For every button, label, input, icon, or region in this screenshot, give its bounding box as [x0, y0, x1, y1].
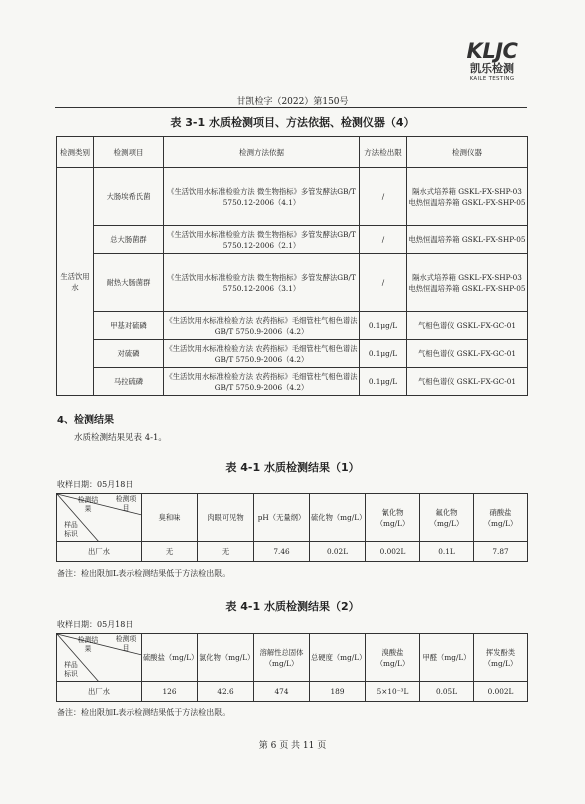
table-row — [57, 368, 528, 396]
value-cell: 0.05L — [420, 682, 474, 702]
instrument-cell: 气相色谱仪 GSKL-FX-GC-01 — [407, 312, 528, 340]
instrument-cell: 隔水式培养箱 GSKL-FX-SHP-03 电热恒温培养箱 GSKL-FX-SHP-05 — [407, 254, 528, 312]
header-limit: 方法检出限 — [360, 137, 407, 168]
header-cell: 氯化物（mg/L） — [198, 634, 254, 682]
value-cell: 474 — [254, 682, 310, 702]
sample-cell: 出厂水 — [57, 542, 142, 562]
instrument-cell: 气相色谱仪 GSKL-FX-GC-01 — [407, 340, 528, 368]
corner-result-label: 检测结果 — [77, 496, 99, 513]
value-cell: 无 — [198, 542, 254, 562]
method-cell: 《生活饮用水标准检验方法 微生物指标》多管发酵法GB/T 5750.12-2006（3.1） — [164, 254, 360, 312]
section-paragraph: 水质检测结果见表 4-1。 — [74, 433, 167, 443]
table-row — [57, 542, 528, 562]
limit-cell: / — [360, 168, 407, 226]
table3-title: 表 3-1 水质检测项目、方法依据、检测仪器（4） — [170, 116, 415, 129]
header-rule — [55, 107, 527, 108]
table-note: 备注：检出限加L表示检测结果低于方法检出限。 — [57, 708, 231, 717]
table-header-row — [57, 634, 528, 682]
results-table1-title: 表 4-1 水质检测结果（1） — [225, 461, 360, 474]
corner-item-label: 检测项目 — [115, 495, 137, 512]
header-cell: pH（无量纲） — [254, 494, 310, 542]
value-cell: 126 — [142, 682, 198, 702]
method-cell: 《生活饮用水标准检验方法 农药指标》毛细管柱气相色谱法GB/T 5750.9-2006（4.2） — [164, 340, 360, 368]
header-item: 检测项目 — [94, 137, 164, 168]
table-row — [57, 682, 528, 702]
header-cell: 氟化物（mg/L） — [420, 494, 474, 542]
value-cell: 7.87 — [474, 542, 528, 562]
limit-cell: / — [360, 226, 407, 254]
section-heading: 4、检测结果 — [57, 415, 114, 426]
value-cell: 0.1L — [420, 542, 474, 562]
corner-cell — [57, 634, 142, 682]
item-cell: 对硫磷 — [94, 340, 164, 368]
header-cell: 硝酸盐（mg/L） — [474, 494, 528, 542]
header-cell: 甲醛（mg/L） — [420, 634, 474, 682]
header-category: 检测类别 — [57, 137, 94, 168]
value-cell: 5×10⁻³L — [366, 682, 420, 702]
method-cell: 《生活饮用水标准检验方法 微生物指标》多管发酵法GB/T 5750.12-2006（4.1） — [164, 168, 360, 226]
instrument-cell: 隔水式培养箱 GSKL-FX-SHP-03 电热恒温培养箱 GSKL-FX-SHP-05 — [407, 168, 528, 226]
header-cell: 硫酸盐（mg/L） — [142, 634, 198, 682]
header-cell: 臭和味 — [142, 494, 198, 542]
header-cell: 溴酸盐（mg/L） — [366, 634, 420, 682]
item-cell: 总大肠菌群 — [94, 226, 164, 254]
value-cell: 无 — [142, 542, 198, 562]
header-method: 检测方法依据 — [164, 137, 360, 168]
document-number: 甘凯检字（2022）第150号 — [236, 97, 349, 107]
header-cell: 肉眼可见物 — [198, 494, 254, 542]
value-cell: 7.46 — [254, 542, 310, 562]
value-cell: 0.002L — [474, 682, 528, 702]
instrument-cell: 电热恒温培养箱 GSKL-FX-SHP-05 — [407, 226, 528, 254]
header-instrument: 检测仪器 — [407, 137, 528, 168]
table-row — [57, 312, 528, 340]
results-table-2 — [56, 633, 528, 702]
corner-sample-label: 样品标识 — [64, 521, 78, 538]
table-header-row — [57, 137, 528, 168]
corner-cell — [57, 494, 142, 542]
header-cell: 溶解性总固体（mg/L） — [254, 634, 310, 682]
table-row — [57, 168, 528, 226]
method-cell: 《生活饮用水标准检验方法 微生物指标》多管发酵法GB/T 5750.12-2006（2.1） — [164, 226, 360, 254]
receipt-date: 收样日期：05月18日 — [57, 620, 134, 629]
corner-item-label: 检测项目 — [115, 635, 137, 652]
item-cell: 马拉硫磷 — [94, 368, 164, 396]
instrument-cell: 气相色谱仪 GSKL-FX-GC-01 — [407, 368, 528, 396]
value-cell: 189 — [310, 682, 366, 702]
item-cell: 大肠埃希氏菌 — [94, 168, 164, 226]
value-cell: 42.6 — [198, 682, 254, 702]
limit-cell: 0.1μg/L — [360, 368, 407, 396]
results-table2-title: 表 4-1 水质检测结果（2） — [225, 600, 360, 613]
limit-cell: 0.1μg/L — [360, 340, 407, 368]
company-logo — [461, 40, 523, 83]
page-number: 第 6 页 共 11 页 — [258, 741, 327, 751]
results-table-1 — [56, 493, 528, 562]
header-cell: 总硬度（mg/L） — [310, 634, 366, 682]
value-cell: 0.002L — [366, 542, 420, 562]
table-note: 备注：检出限加L表示检测结果低于方法检出限。 — [57, 569, 231, 578]
methods-table — [56, 136, 528, 396]
table-row — [57, 254, 528, 312]
limit-cell: 0.1μg/L — [360, 312, 407, 340]
header-cell: 挥发酚类（mg/L） — [474, 634, 528, 682]
logo-chinese-name: 凯乐检测 — [470, 62, 514, 75]
header-cell: 硫化物（mg/L） — [310, 494, 366, 542]
header-cell: 氰化物（mg/L） — [366, 494, 420, 542]
logo-mark: KLJC — [466, 39, 518, 63]
table-header-row — [57, 494, 528, 542]
corner-sample-label: 样品标识 — [64, 661, 78, 678]
receipt-date: 收样日期：05月18日 — [57, 480, 134, 489]
method-cell: 《生活饮用水标准检验方法 农药指标》毛细管柱气相色谱法GB/T 5750.9-2006（4.2） — [164, 312, 360, 340]
value-cell: 0.02L — [310, 542, 366, 562]
limit-cell: / — [360, 254, 407, 312]
table-row — [57, 226, 528, 254]
category-cell: 生活饮用水 — [57, 168, 94, 396]
item-cell: 甲基对硫磷 — [94, 312, 164, 340]
item-cell: 耐热大肠菌群 — [94, 254, 164, 312]
method-cell: 《生活饮用水标准检验方法 农药指标》毛细管柱气相色谱法GB/T 5750.9-2006（4.2） — [164, 368, 360, 396]
sample-cell: 出厂水 — [57, 682, 142, 702]
logo-english-name: KAILE TESTING — [469, 76, 515, 82]
table-row — [57, 340, 528, 368]
corner-result-label: 检测结果 — [77, 636, 99, 653]
